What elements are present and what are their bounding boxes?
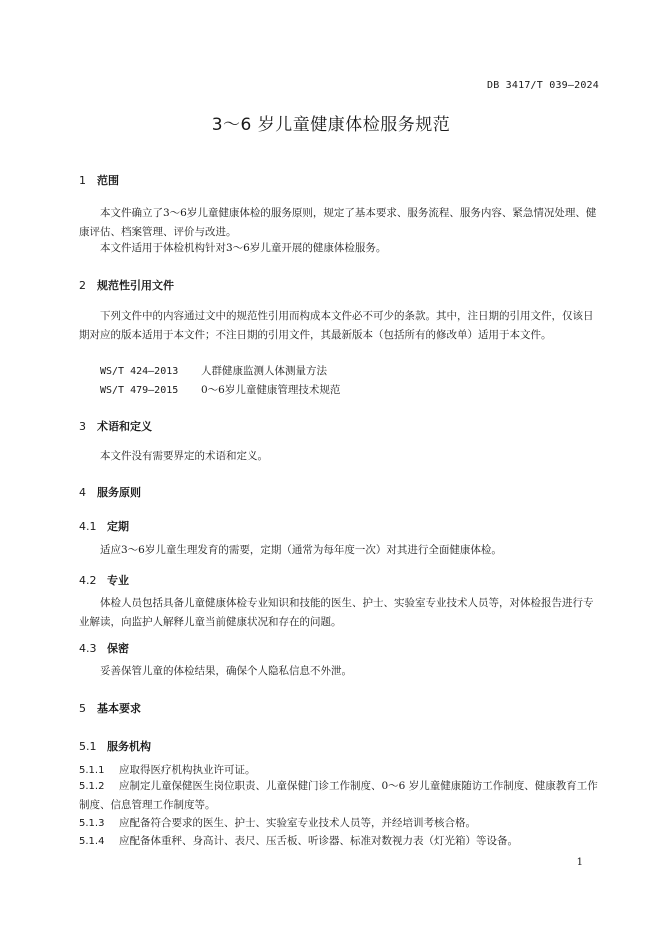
paragraph: 体检人员包括具备儿童健康体检专业知识和技能的医生、护士、实验室专业技术人员等，对体检报告进行专业解读，向监护人解释儿童当前健康状况和存在的问题。 [79,597,594,628]
section-title: 服务原则 [97,486,141,499]
section-number: 4 [79,486,86,499]
section-title: 术语和定义 [97,420,152,433]
section-4-2-heading [79,572,129,588]
page-title: 3～6 岁儿童健康体检服务规范 [211,115,451,135]
reference-item [100,362,327,381]
section-title: 专业 [107,574,129,587]
clause-number: 5.1.3 [79,818,105,829]
section-4-3-heading [79,640,129,656]
section-5-1-heading [79,738,151,754]
section-number: 2 [79,279,86,292]
clause-item [79,832,599,851]
section-1-heading [79,172,119,188]
section-title: 保密 [107,642,129,655]
section-title: 定期 [107,520,129,533]
clause-number: 5.1.4 [79,836,105,847]
section-number: 4.3 [79,642,97,655]
section-3-heading [79,418,152,434]
section-title: 规范性引用文件 [97,279,174,292]
paragraph: 妥善保管儿童的体检结果，确保个人隐私信息不外泄。 [100,665,352,677]
section-2-heading [79,277,174,293]
clause-text: 应配备符合要求的医生、护士、实验室专业技术人员等，并经培训考核合格。 [119,817,476,829]
section-title: 服务机构 [107,740,151,753]
paragraph: 本文件确立了3～6岁儿童健康体检的服务原则，规定了基本要求、服务流程、服务内容、紧急情况处理、健康评估、档案管理、评价与改进。 [79,207,597,238]
clause-number: 5.1.2 [79,781,105,792]
paragraph: 下列文件中的内容通过文中的规范性引用而构成本文件必不可少的条款。其中，注日期的引用文件，仅该日期对应的版本适用于本文件；不注日期的引用文件，其最新版本（包括所有的修改单）适用于本文件。 [79,310,594,341]
reference-item [100,381,340,400]
section-title: 基本要求 [97,702,141,715]
clause-text: 应制定儿童保健医生岗位职责、儿童保健门诊工作制度、0～6 岁儿童健康随访工作制度、健康教育工作制度、信息管理工作制度等。 [79,780,598,811]
paragraph: 适应3～6岁儿童生理发育的需要，定期（通常为每年度一次）对其进行全面健康体检。 [100,544,502,556]
section-4-heading [79,484,141,500]
clause-text: 应取得医疗机构执业许可证。 [119,764,256,776]
section-number: 4.2 [79,574,97,587]
paragraph: 本文件没有需要界定的术语和定义。 [100,450,268,462]
clause-text: 应配备体重秤、身高计、表尺、压舌板、听诊器、标准对数视力表（灯光箱）等设备。 [119,835,518,847]
section-4-1-heading [79,518,129,534]
document-number: DB 3417/T 039—2024 [487,80,599,91]
clause-item [79,777,599,815]
reference-code: WS/T 479—2015 [100,385,179,396]
section-number: 4.1 [79,520,97,533]
reference-code: WS/T 424—2013 [100,366,179,377]
section-number: 5.1 [79,740,97,753]
section-number: 1 [79,174,86,187]
reference-title: 人群健康监测人体测量方法 [201,365,327,377]
clause-item [79,814,599,833]
section-5-heading [79,700,141,716]
paragraph: 本文件适用于体检机构针对3～6岁儿童开展的健康体检服务。 [100,242,387,254]
section-title: 范围 [97,174,119,187]
section-number: 3 [79,420,86,433]
reference-title: 0～6岁儿童健康管理技术规范 [201,384,341,396]
page-number: 1 [576,857,583,868]
clause-number: 5.1.1 [79,765,105,776]
section-number: 5 [79,702,86,715]
